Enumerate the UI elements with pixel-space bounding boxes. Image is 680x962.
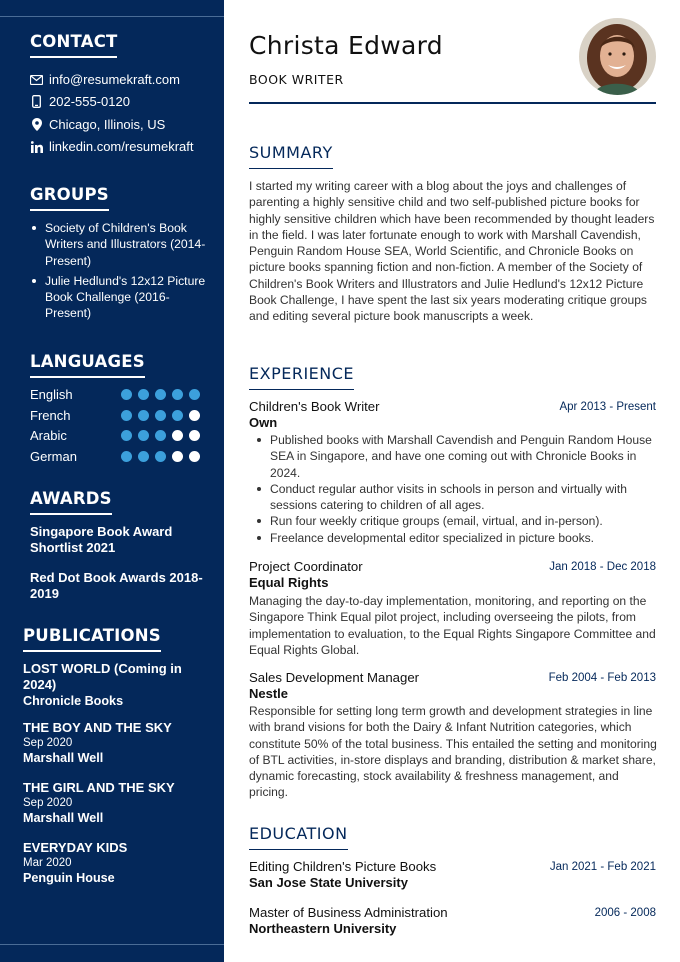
job-company: Own xyxy=(249,415,278,430)
sidebar-top-rule xyxy=(0,16,224,17)
job-company: Equal Rights xyxy=(249,575,329,590)
level-dot-filled xyxy=(172,389,183,400)
level-dot-empty xyxy=(189,410,200,421)
publication-item xyxy=(23,661,213,709)
job-date: Apr 2013 - Present xyxy=(559,401,656,413)
contact-email[interactable] xyxy=(30,72,180,87)
language-level-dots xyxy=(121,410,200,421)
contact-heading: CONTACT xyxy=(30,32,117,57)
job-bullets xyxy=(249,432,657,546)
level-dot-filled xyxy=(121,430,132,441)
publication-item xyxy=(23,840,213,886)
envelope-icon xyxy=(30,73,43,86)
level-dot-filled xyxy=(121,451,132,462)
language-name: English xyxy=(30,387,73,402)
level-dot-filled xyxy=(155,410,166,421)
award-item: Red Dot Book Awards 2018-2019 xyxy=(30,570,203,601)
header-rule xyxy=(249,102,656,104)
contact-linkedin-text: linkedin.com/resumekraft xyxy=(49,139,194,154)
level-dot-empty xyxy=(189,451,200,462)
publication-publisher: Marshall Well xyxy=(23,751,104,765)
language-row xyxy=(30,387,205,402)
groups-list xyxy=(30,220,210,326)
level-dot-empty xyxy=(189,430,200,441)
candidate-name: Christa Edward xyxy=(249,31,443,60)
language-row xyxy=(30,408,205,423)
level-dot-filled xyxy=(172,410,183,421)
groups-heading: GROUPS xyxy=(30,185,109,210)
level-dot-filled xyxy=(121,389,132,400)
level-dot-filled xyxy=(138,410,149,421)
language-name: French xyxy=(30,408,71,423)
language-name: German xyxy=(30,449,77,464)
job-date: Jan 2018 - Dec 2018 xyxy=(549,561,656,573)
summary-text: I started my writing career with a blog about the joys and challenges of parenting a highly sensitive child and two self-published picture books for highly sensitive children which have been recommended by thought leaders in the field. I was later fortunate enough to work with Marshall Cavendish, Penguin Random House SEA, World Scientific, and Chronicle Books on picture books spanning fiction and non-fiction. A member of the Society of Children's Book Writers and Illustrators and Julie Hedlund's 12x12 Picture Book Challenge, I have spent the last six years moderating critique groups and editing several picture book manuscripts a week. xyxy=(249,179,655,324)
location-pin-icon xyxy=(30,118,43,131)
education-school: San Jose State University xyxy=(249,875,408,890)
education-school: Northeastern University xyxy=(249,921,397,936)
awards-heading: AWARDS xyxy=(30,489,112,514)
education-heading: EDUCATION xyxy=(249,824,348,849)
candidate-role: BOOK WRITER xyxy=(249,72,344,87)
linkedin-icon xyxy=(30,140,43,153)
job-bullet: Conduct regular author visits in schools in person and virtually with sessions catering to children of all ages. xyxy=(249,481,657,514)
language-row xyxy=(30,449,205,464)
publication-publisher: Marshall Well xyxy=(23,811,104,825)
publication-item xyxy=(23,720,213,766)
group-item: Julie Hedlund's 12x12 Picture Book Challenge (2016-Present) xyxy=(30,273,210,322)
publication-date: Sep 2020 xyxy=(23,737,73,749)
level-dot-filled xyxy=(189,389,200,400)
job-title: Sales Development Manager xyxy=(249,670,420,685)
level-dot-filled xyxy=(138,430,149,441)
summary-heading: SUMMARY xyxy=(249,143,333,168)
job-bullet: Run four weekly critique groups (email, virtual, and in-person). xyxy=(249,513,657,529)
publication-title: THE BOY AND THE SKY xyxy=(23,720,172,735)
job-title: Children's Book Writer xyxy=(249,399,380,414)
language-level-dots xyxy=(121,451,200,462)
level-dot-filled xyxy=(138,389,149,400)
publication-date: Sep 2020 xyxy=(23,797,73,809)
profile-photo xyxy=(579,18,656,95)
job-company: Nestle xyxy=(249,686,289,701)
job-title: Project Coordinator xyxy=(249,559,363,574)
language-row xyxy=(30,428,205,443)
contact-location xyxy=(30,117,165,132)
job-description: Managing the day-to-day implementation, monitoring, and reporting on the Singapore Think Equal pilot project, including overseeing the pilots, from implementation to evaluation, to the Equal Rights Singapore Committee and Equal Rights Global. xyxy=(249,594,656,657)
publication-publisher: Chronicle Books xyxy=(23,694,124,708)
job-date: Feb 2004 - Feb 2013 xyxy=(548,672,656,684)
publication-publisher: Penguin House xyxy=(23,871,115,885)
education-degree: Master of Business Administration xyxy=(249,905,448,920)
sidebar-bottom-rule xyxy=(0,944,224,945)
level-dot-filled xyxy=(138,451,149,462)
level-dot-filled xyxy=(121,410,132,421)
level-dot-empty xyxy=(172,430,183,441)
job-bullet: Published books with Marshall Cavendish and Penguin Random House SEA in Singapore, and have one coming out with Chronicle Books in 2024. xyxy=(249,432,657,481)
publications-heading: PUBLICATIONS xyxy=(23,626,161,651)
language-level-dots xyxy=(121,389,200,400)
language-name: Arabic xyxy=(30,428,67,443)
contact-linkedin[interactable] xyxy=(30,139,194,154)
contact-email-text: info@resumekraft.com xyxy=(49,72,180,87)
sidebar xyxy=(0,0,224,962)
award-item: Singapore Book Award Shortlist 2021 xyxy=(30,524,173,555)
level-dot-filled xyxy=(155,430,166,441)
education-date: Jan 2021 - Feb 2021 xyxy=(549,861,656,873)
publication-title: EVERYDAY KIDS xyxy=(23,840,128,855)
publication-title: THE GIRL AND THE SKY xyxy=(23,780,175,795)
education-degree: Editing Children's Picture Books xyxy=(249,859,437,874)
level-dot-filled xyxy=(155,451,166,462)
job-description: Responsible for setting long term growth and development strategies in line with brand visions for both the Dairy & Infant Nutrition categories, which constitute 50% of the total business. This entailed the setting and monitoring of BTL activities, in-store displays and branding, distribution & market share, dynamic forecasting, stock availability & freshness management, and pricing. xyxy=(249,704,657,800)
group-item: Society of Children's Book Writers and Illustrators (2014-Present) xyxy=(30,220,210,269)
language-level-dots xyxy=(121,430,200,441)
publication-title: LOST WORLD (Coming in 2024) xyxy=(23,661,182,692)
contact-phone[interactable] xyxy=(30,94,130,109)
level-dot-empty xyxy=(172,451,183,462)
experience-heading: EXPERIENCE xyxy=(249,364,354,389)
education-date: 2006 - 2008 xyxy=(594,907,656,919)
contact-location-text: Chicago, Illinois, US xyxy=(49,117,166,132)
publication-item xyxy=(23,780,213,826)
level-dot-filled xyxy=(155,389,166,400)
publication-date: Mar 2020 xyxy=(23,857,72,869)
phone-icon xyxy=(30,95,43,108)
languages-heading: LANGUAGES xyxy=(30,352,145,377)
job-bullet: Freelance developmental editor specialized in picture books. xyxy=(249,530,657,546)
contact-phone-text: 202-555-0120 xyxy=(49,94,130,109)
